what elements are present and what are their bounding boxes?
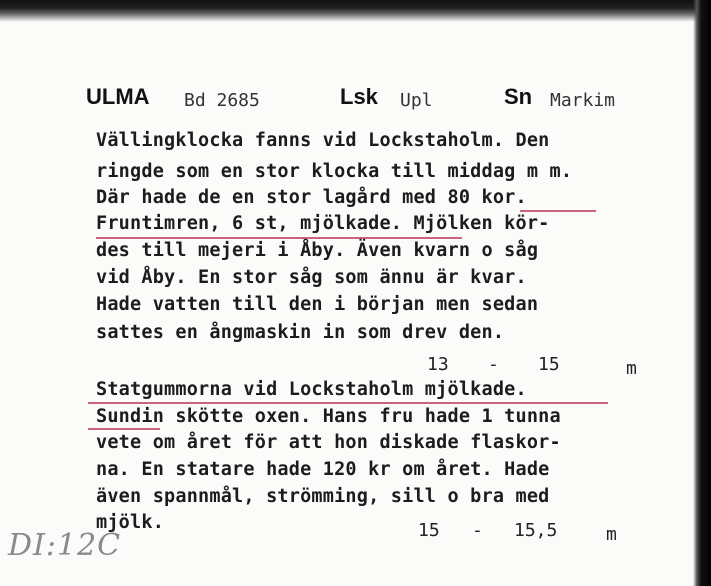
underline-mark [520, 210, 596, 212]
body-line: sattes en ångmaskin in som drev den. [96, 322, 505, 343]
card-header [86, 84, 646, 114]
scan-shadow-top [0, 0, 711, 22]
body-line: Statgummorna vid Lockstaholm mjölkade. [96, 379, 527, 400]
body-line: Hade vatten till den i början men sedan [96, 294, 539, 315]
reference-unit: m [606, 524, 617, 545]
body-line: även spannmål, strömming, sill o bra med [96, 486, 550, 507]
underline-mark [88, 428, 160, 430]
body-line: vid Åby. En stor såg som ännu är kvar. [96, 267, 527, 288]
handwritten-note: DI:12C [8, 528, 122, 563]
district-label: Lsk [340, 84, 378, 109]
body-line: Fruntimren, 6 st, mjölkade. Mjölken kör- [96, 213, 550, 234]
volume-number: Bd 2685 [184, 90, 260, 111]
reference-dash: - [488, 354, 499, 375]
body-line: des till mejeri i Åby. Även kvarn o såg [96, 240, 539, 261]
reference-end: 15 [538, 354, 560, 375]
body-line: Där hade de en stor lagård med 80 kor. [96, 187, 527, 208]
scan-shadow-right [693, 0, 711, 586]
place-label: ULMA [86, 84, 150, 109]
reference-end: 15,5 [514, 520, 558, 541]
body-line: vete om året för att hon diskade flaskor- [96, 432, 561, 453]
parish-label: Sn [504, 84, 533, 109]
underline-mark [96, 237, 462, 239]
body-line: na. En statare hade 120 kr om året. Hade [96, 459, 550, 480]
reference-unit: m [626, 358, 637, 379]
reference-start: 15 [418, 520, 440, 541]
reference-dash: - [472, 520, 483, 541]
body-line: mjölk. [96, 512, 165, 533]
reference-start: 13 [427, 354, 449, 375]
parish-value: Markim [550, 90, 616, 111]
underline-mark [88, 402, 608, 404]
body-line: ringde som en stor klocka till middag m m. [96, 161, 573, 182]
body-line: Sundin skötte oxen. Hans fru hade 1 tunna [96, 406, 561, 427]
body-line: Vällingklocka fanns vid Lockstaholm. Den [96, 130, 550, 151]
district-value: Upl [400, 90, 433, 111]
